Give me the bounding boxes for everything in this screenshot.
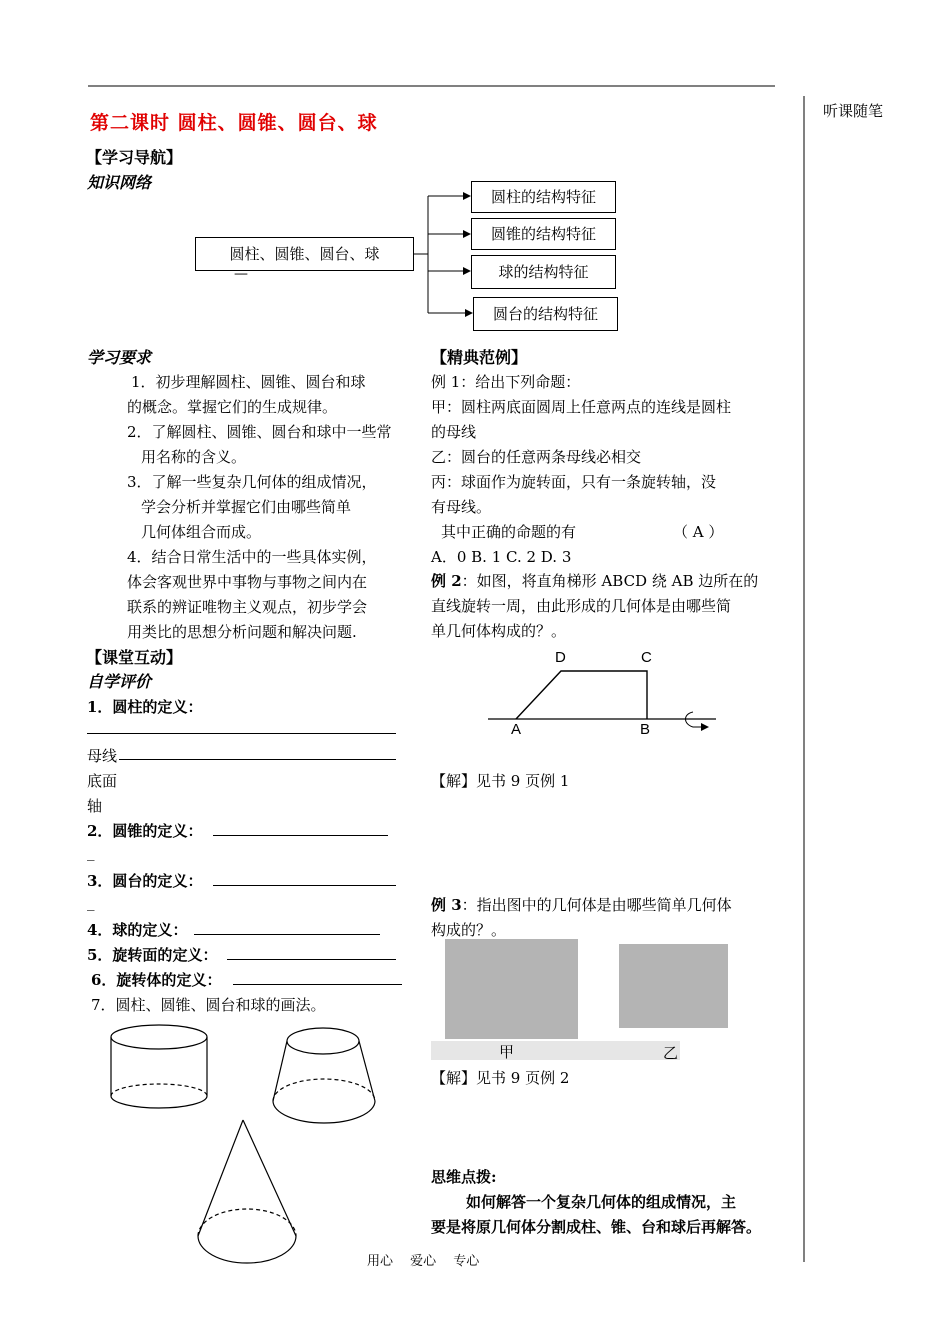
requirement-line: 1．初步理解圆柱、圆锥、圆台和球	[131, 373, 366, 391]
ex1-line: 有母线。	[431, 498, 492, 516]
q2-cone-definition: 2．圆锥的定义：	[87, 822, 203, 840]
generatrix-label: 母线	[87, 747, 118, 765]
ex1-answer: （ A ）	[673, 523, 724, 541]
requirement-line: 用名称的含义。	[141, 448, 247, 466]
ex1-line: 甲：圆柱两底面圆周上任意两点的连线是圆柱	[431, 398, 732, 416]
q2-dash: _	[87, 843, 95, 861]
ex1-line: 的母线	[431, 423, 477, 441]
ex1-line: 丙：球面作为旋转面，只有一条旋转轴，没	[431, 473, 717, 491]
knowledge-heading: 知识网络	[87, 173, 152, 192]
figure-caption-bar	[431, 1041, 680, 1060]
requirement-line: 几何体组合而成。	[141, 523, 262, 541]
q1-cylinder-definition: 1．圆柱的定义：	[87, 698, 203, 716]
diagram-branch-cylinder: 圆柱的结构特征	[471, 181, 616, 213]
requirement-line: 2．了解圆柱、圆锥、圆台和球中一些常	[127, 423, 392, 441]
axis-label: 轴	[87, 797, 103, 815]
requirement-line: 体会客观世界中事物与事物之间内在	[127, 573, 368, 591]
requirement-line: 的概念。掌握它们的生成规律。	[127, 398, 338, 416]
margin-note: 听课随笔	[823, 102, 884, 120]
requirement-line: 用类比的思想分析问题和解决问题.	[127, 623, 357, 641]
q5-surface-definition: 5．旋转面的定义：	[87, 946, 218, 964]
nav-heading: 【学习导航】	[86, 148, 183, 167]
tips-heading: 思维点拨:	[431, 1168, 497, 1186]
ex2-text: ：如图，将直角梯形 ABCD 绕 AB 边所在的	[461, 572, 759, 590]
ex2-line: 单几何体构成的？。	[431, 622, 567, 640]
requirement-line: 学会分析并掌握它们由哪些简单	[141, 498, 352, 516]
figure-yi-image	[619, 944, 728, 1028]
figure-label-jia: 甲	[499, 1043, 515, 1061]
diagram-center-box: 圆柱、圆锥、圆台、球	[195, 237, 414, 271]
trapezoid-label-b: B	[640, 721, 651, 738]
q3-frustum-definition: 3．圆台的定义：	[87, 872, 203, 890]
ex1-line: 乙：圆台的任意两条母线必相交	[431, 448, 642, 466]
ex3-label: 例 3	[431, 896, 462, 914]
ex2-line: 直线旋转一周，由此形成的几何体是由哪些简	[431, 597, 732, 615]
requirement-line: 联系的辨证唯物主义观点，初步学会	[127, 598, 368, 616]
tips-line: 如何解答一个复杂几何体的组成情况，主	[466, 1193, 737, 1211]
requirement-line: 3．了解一些复杂几何体的组成情况，	[127, 473, 377, 491]
trapezoid-label-d: D	[555, 649, 566, 666]
q3-dash: _	[87, 893, 95, 911]
ex1-line: 例 1：给出下列命题：	[431, 373, 581, 391]
trapezoid-label-c: C	[641, 649, 652, 666]
q4-sphere-definition: 4．球的定义：	[87, 921, 188, 939]
ex1-options: A．0 B. 1 C. 2 D. 3	[431, 548, 572, 566]
trapezoid-label-a: A	[511, 721, 522, 738]
ex1-question: 其中正确的命题的有	[441, 523, 577, 541]
requirement-line: 4．结合日常生活中的一些具体实例，	[127, 548, 377, 566]
ex2-label: 例 2	[431, 572, 462, 590]
page-footer: 用心 爱心 专心	[367, 1254, 480, 1269]
ex2-solution: 【解】见书 9 页例 1	[431, 772, 570, 790]
q6-solid-definition: 6．旋转体的定义：	[91, 971, 222, 989]
diagram-branch-cone: 圆锥的结构特征	[471, 218, 616, 250]
diagram-branch-frustum: 圆台的结构特征	[473, 297, 618, 331]
ex3-solution: 【解】见书 9 页例 2	[431, 1069, 570, 1087]
page-title: 第二课时 圆柱、圆锥、圆台、球	[90, 112, 378, 134]
diagram-center-dash: —	[234, 266, 248, 282]
diagram-branch-sphere: 球的结构特征	[471, 255, 616, 289]
self-eval-heading: 自学评价	[87, 672, 152, 691]
requirements-heading: 学习要求	[87, 348, 152, 367]
examples-heading: 【精典范例】	[431, 348, 528, 367]
base-label: 底面	[87, 772, 118, 790]
tips-line: 要是将原几何体分割成柱、锥、台和球后再解答。	[431, 1218, 762, 1236]
figure-jia-image	[445, 939, 578, 1039]
ex3-line: 构成的？。	[431, 921, 507, 939]
q7-drawing-methods: 7．圆柱、圆锥、圆台和球的画法。	[91, 996, 326, 1014]
classroom-heading: 【课堂互动】	[86, 648, 183, 667]
figure-label-yi: 乙	[663, 1044, 679, 1062]
ex3-text: ：指出图中的几何体是由哪些简单几何体	[461, 896, 732, 914]
ex3-line	[431, 894, 732, 915]
